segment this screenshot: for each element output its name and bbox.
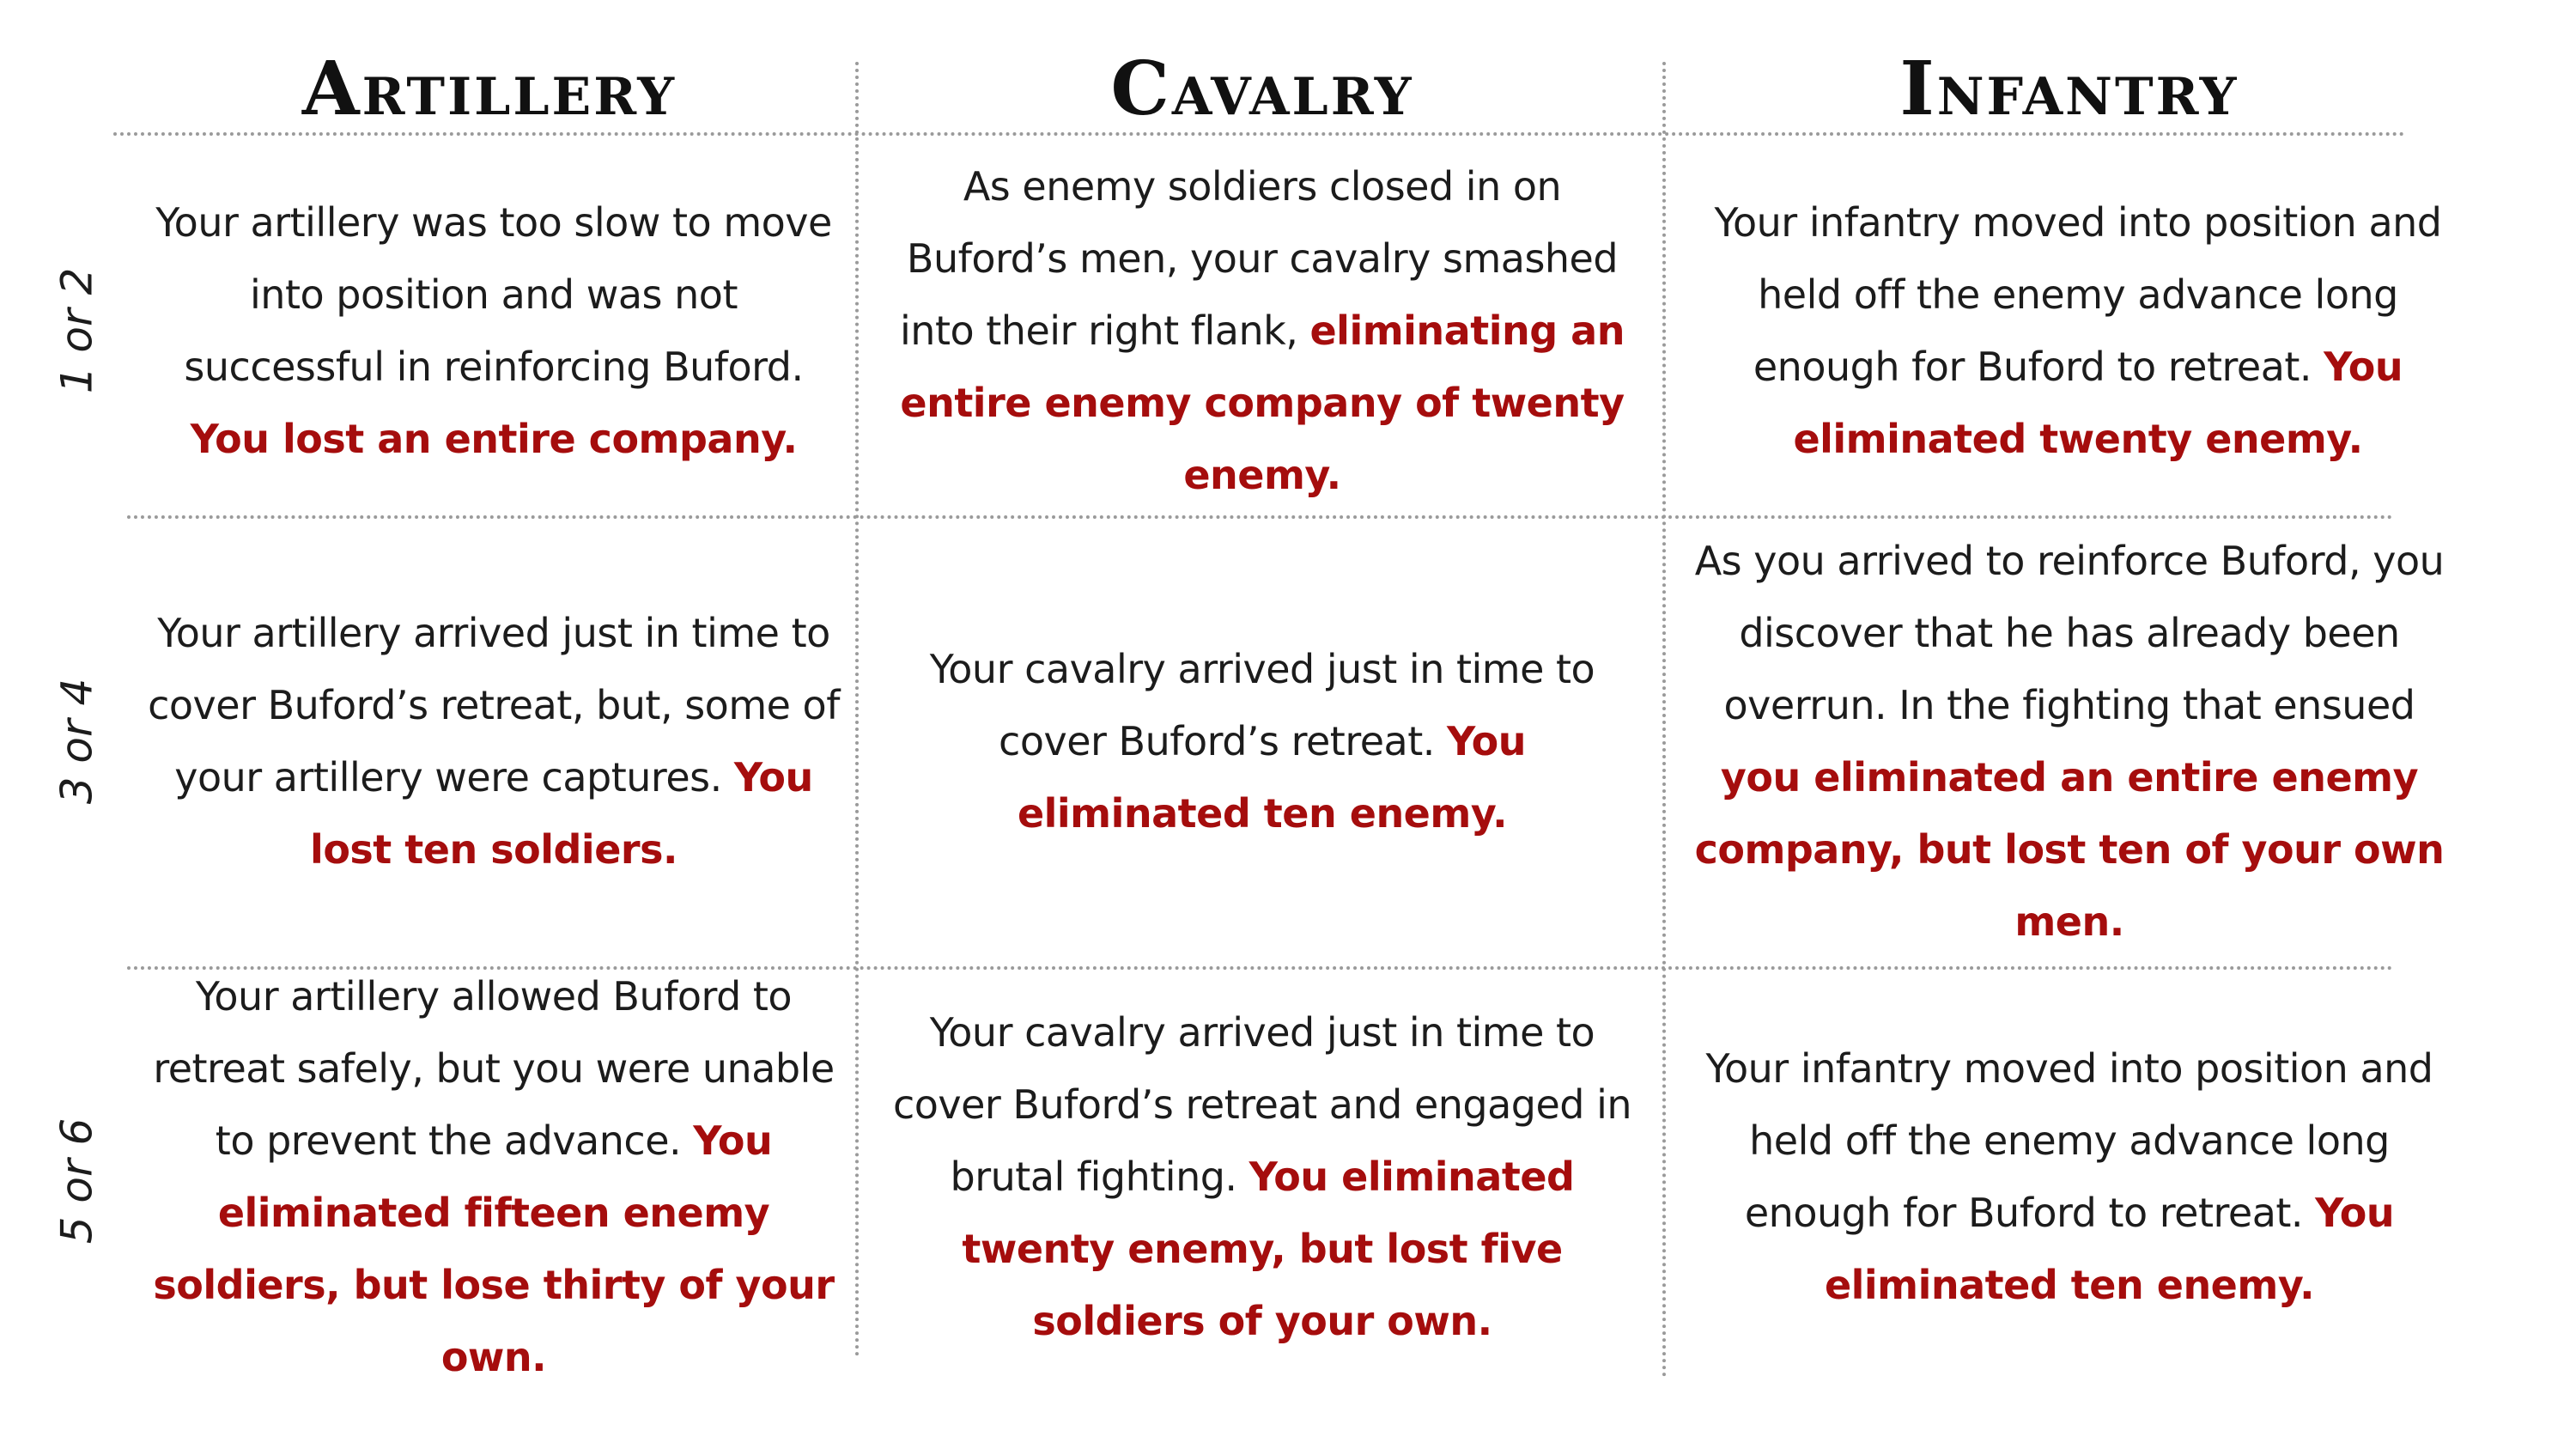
cell-text: As enemy soldiers closed in on Buford’s men, your cavalry smashed into their right flank, [900, 163, 1619, 354]
cell-text: Your cavalry arrived just in time to cover Buford’s retreat and engaged in brutal fighting. [892, 1009, 1632, 1200]
cell-text: Your cavalry arrived just in time to cover Buford’s retreat. [929, 645, 1595, 764]
cell-outcome: You eliminated fifteen enemy soldiers, but lose thirty of your own. [153, 1117, 835, 1380]
cell-artillery-row-3 [137, 971, 850, 1383]
cell-outcome: You lost an entire company. [190, 416, 798, 462]
column-header-infantry: Infantry [1899, 45, 2239, 132]
cell-text: Your artillery allowed Buford to retreat safely, but you were unable to prevent the advance. [153, 973, 835, 1164]
cell-outcome: you eliminated an entire enemy company, but lost ten of your own men. [1694, 753, 2445, 945]
cell-outcome: You eliminated ten enemy. [1824, 1190, 2395, 1308]
column-header-artillery: Artillery [301, 45, 677, 132]
cell-text: Your infantry moved into position and held off the enemy advance long enough for Buford to retreat. [1714, 199, 2442, 390]
cell-outcome: You lost ten soldiers. [310, 753, 813, 873]
cell-text: As you arrived to reinforce Buford, you discover that he has already been overrun. In the fighting that ensued [1694, 537, 2445, 728]
row-label-1: 1 or 2 [52, 267, 101, 394]
cell-outcome: You eliminated ten enemy. [1017, 717, 1526, 837]
row-label-2: 3 or 4 [52, 678, 101, 804]
cell-artillery-row-2 [137, 520, 850, 962]
column-divider-2 [1662, 62, 1666, 1378]
row-label-3: 5 or 6 [52, 1117, 101, 1245]
cell-artillery-row-1 [137, 146, 850, 515]
cell-outcome: You eliminated twenty enemy, but lost five soldiers of your own. [962, 1154, 1575, 1344]
cell-text: Your artillery arrived just in time to cover Buford’s retreat, but, some of your artillery were captures. [148, 609, 840, 801]
cell-text: Your artillery was too slow to move into position and was not successful in reinforcing Buford. [155, 199, 832, 390]
cell-infantry-row-3 [1674, 971, 2464, 1383]
cell-cavalry-row-2 [867, 520, 1657, 962]
cell-text: Your infantry moved into position and held off the enemy advance long enough for Buford to retreat. [1705, 1045, 2433, 1236]
column-divider-1 [855, 62, 859, 1357]
cell-outcome: eliminating an entire enemy company of twenty enemy. [900, 307, 1625, 498]
row-divider-1 [127, 515, 2394, 519]
cell-cavalry-row-3 [867, 971, 1657, 1383]
cell-infantry-row-2 [1674, 520, 2464, 962]
cell-infantry-row-1 [1674, 146, 2482, 515]
cell-cavalry-row-1 [867, 146, 1657, 515]
cell-outcome: You eliminated twenty enemy. [1793, 344, 2403, 462]
column-header-cavalry: Cavalry [1110, 45, 1414, 132]
header-divider [113, 132, 2406, 136]
